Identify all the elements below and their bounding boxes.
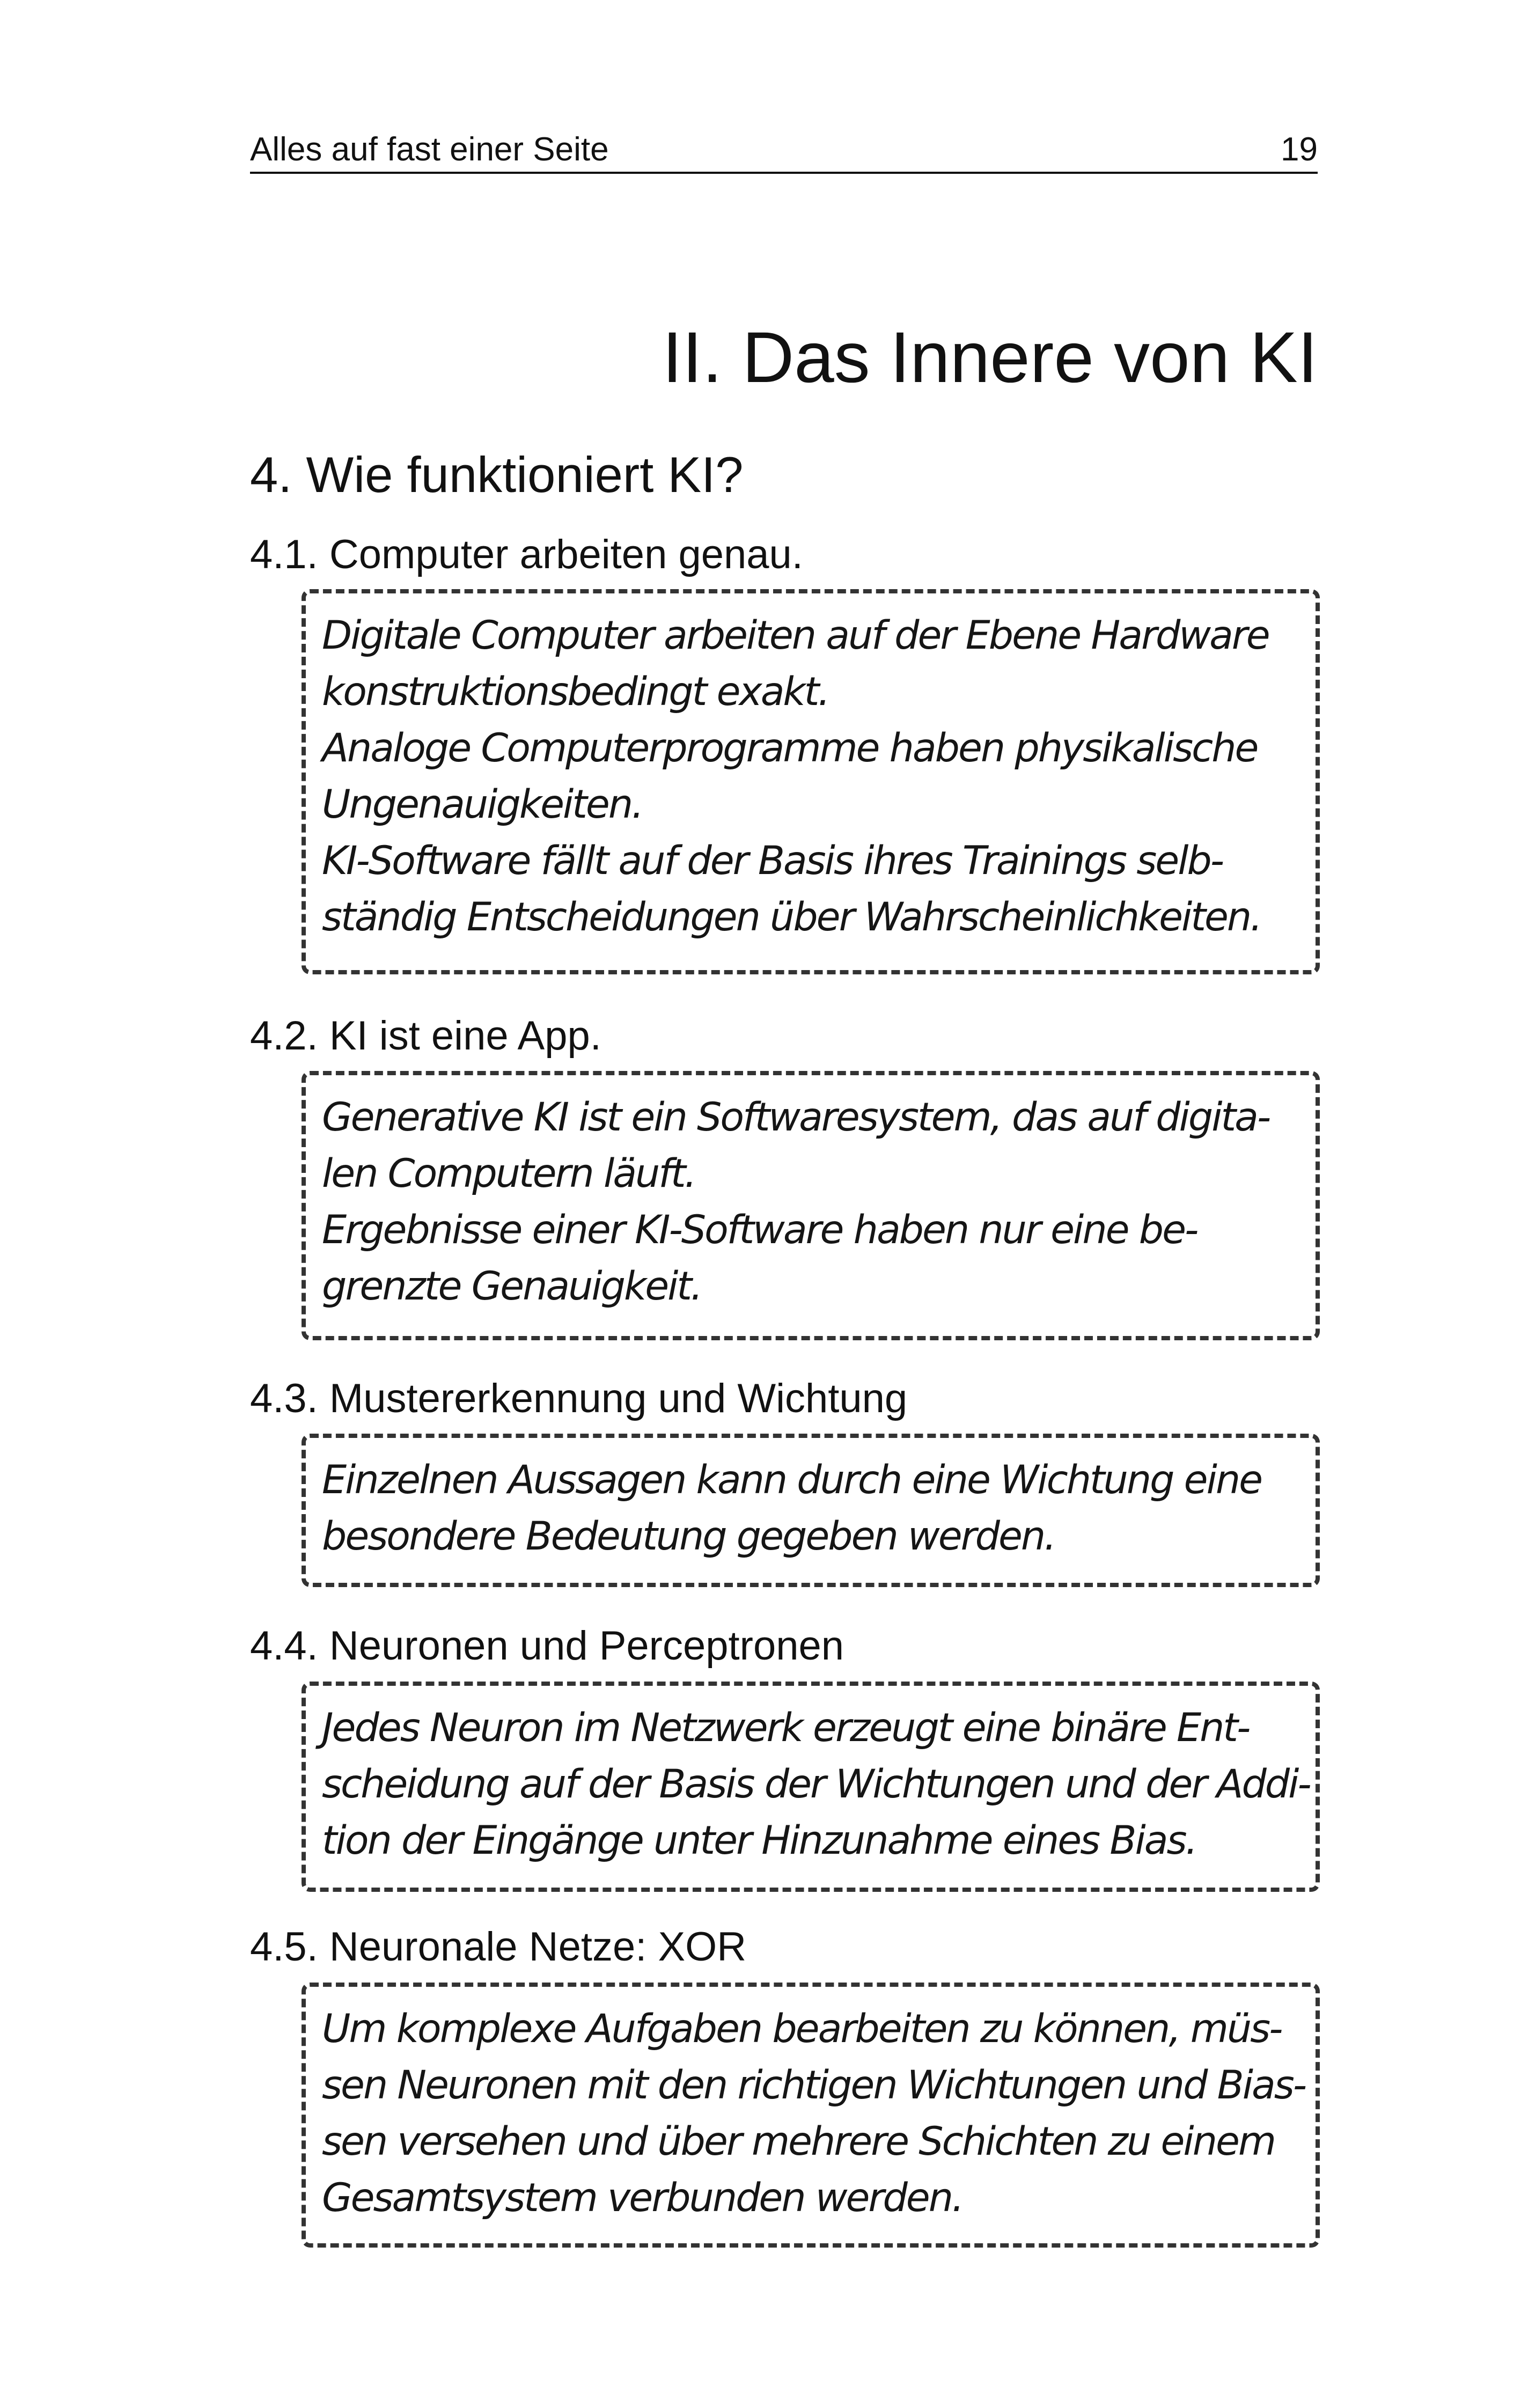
running-title: Alles auf fast einer Seite	[250, 131, 609, 168]
box-line: konstruktionsbedingt exakt.	[322, 669, 829, 715]
box-line: Um komplexe Aufgaben bearbeiten zu können, müs-	[322, 2006, 1282, 2052]
box-line: Ergebnisse einer KI-Software haben nur eine be-	[322, 1207, 1197, 1253]
section-heading-4-5: 4.5. Neuronale Netze: XOR	[250, 1924, 747, 1970]
chapter-title: 4. Wie funktioniert KI?	[250, 446, 744, 503]
summary-box-4-4	[302, 1682, 1320, 1892]
box-line: Einzelnen Aussagen kann durch eine Wichtung eine	[322, 1457, 1262, 1503]
running-header	[250, 129, 1318, 174]
section-heading-4-2: 4.2. KI ist eine App.	[250, 1013, 601, 1059]
section-heading-4-1: 4.1. Computer arbeiten genau.	[250, 532, 803, 577]
box-line: Jedes Neuron im Netzwerk erzeugt eine binäre Ent-	[322, 1705, 1250, 1751]
summary-box-4-1	[302, 589, 1320, 974]
part-title: II. Das Innere von KI	[662, 318, 1318, 398]
box-line: Generative KI ist ein Softwaresystem, das auf digita-	[322, 1095, 1270, 1140]
box-line: grenzte Genauigkeit.	[322, 1264, 702, 1309]
box-line: KI-Software fällt auf der Basis ihres Trainings selb-	[322, 838, 1223, 884]
box-line: scheidung auf der Basis der Wichtungen und der Addi-	[322, 1761, 1310, 1807]
summary-box-4-5	[302, 1983, 1320, 2248]
box-line: tion der Eingänge unter Hinzunahme eines Bias.	[322, 1818, 1196, 1863]
box-line: len Computern läuft.	[322, 1151, 695, 1196]
book-page	[250, 0, 1318, 2408]
summary-box-4-3	[302, 1434, 1320, 1587]
box-line: sen Neuronen mit den richtigen Wichtungen und Bias-	[322, 2062, 1306, 2108]
section-heading-4-4: 4.4. Neuronen und Perceptronen	[250, 1623, 844, 1669]
box-line: ständig Entscheidungen über Wahrscheinlichkeiten.	[322, 894, 1261, 940]
box-line: Digitale Computer arbeiten auf der Ebene Hardware	[322, 613, 1269, 658]
section-heading-4-3: 4.3. Mustererkennung und Wichtung	[250, 1376, 908, 1421]
summary-box-4-2	[302, 1071, 1320, 1340]
box-line: Ungenauigkeiten.	[322, 782, 643, 827]
page-number: 19	[1281, 131, 1318, 168]
box-line: besondere Bedeutung gegeben werden.	[322, 1514, 1055, 1559]
box-line: sen versehen und über mehrere Schichten zu einem	[322, 2119, 1275, 2164]
box-line: Analoge Computerprogramme haben physikalische	[322, 725, 1258, 771]
box-line: Gesamtsystem verbunden werden.	[322, 2175, 963, 2221]
